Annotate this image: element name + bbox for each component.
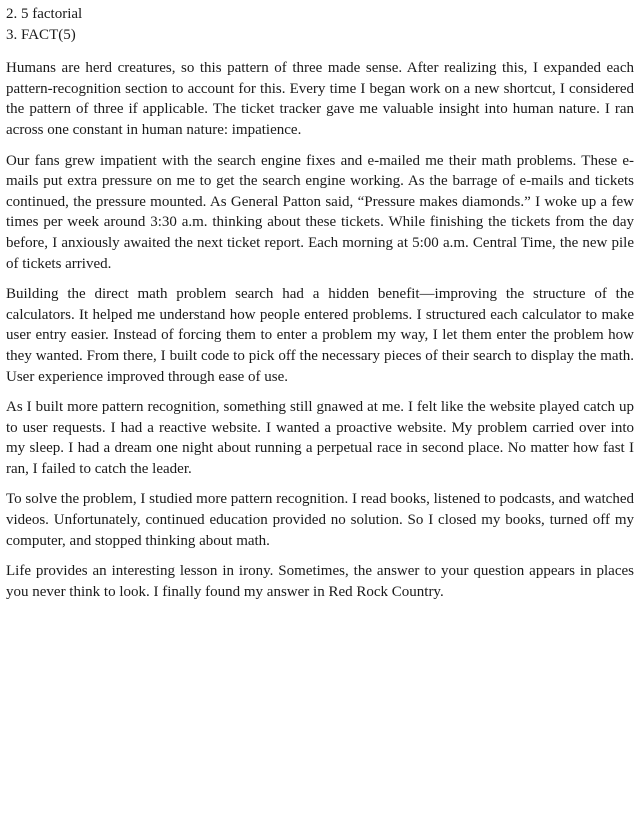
- paragraph-solve-problem: To solve the problem, I studied more pattern recognition. I read books, listened to podcasts, and watched videos. Unfortunately, continued education provided no solution. So I closed my books, turned off my computer, and stopped thinking about math.: [6, 491, 634, 549]
- list-item: 2. 5 factorial: [6, 6, 83, 22]
- paragraph-irony: Life provides an interesting lesson in irony. Sometimes, the answer to your question appears in places you never think to look. I finally found my answer in Red Rock Country.: [6, 563, 634, 600]
- list-item: 3. FACT(5): [6, 26, 76, 43]
- paragraph-reactive-website: As I built more pattern recognition, something still gnawed at me. I felt like the website played catch up to user requests. I had a reactive website. I wanted a proactive website. My problem carried over into my sleep. I had a dream one night about running a perpetual race in second place. No matter how fast I ran, I failed to catch the leader.: [6, 399, 634, 477]
- factorial-list: [6, 4, 634, 45]
- paragraph-fans-impatient: Our fans grew impatient with the search engine fixes and e-mailed me their math problems. These e-mails put extra pressure on me to get the search engine working. As the barrage of e-mails and tickets continued, the pressure mounted. As General Patton said, “Pressure makes diamonds.” I woke up a few times per week around 3:30 a.m. thinking about these tickets. While finishing the tickets from the day before, I anxiously awaited the next ticket report. Each morning at 5:00 a.m. Central Time, the new pile of tickets arrived.: [6, 152, 634, 272]
- paragraph-direct-search: Building the direct math problem search had a hidden benefit—improving the structure of the calculators. It helped me understand how people entered problems. I structured each calculator to make user entry easier. Instead of forcing them to enter a problem my way, I let them enter the problem how they wanted. From there, I built code to pick off the necessary pieces of their search to display the math. User experience improved through ease of use.: [6, 286, 634, 385]
- document-page: [6, 4, 634, 602]
- paragraph-herd-creatures: Humans are herd creatures, so this pattern of three made sense. After realizing this, I expanded each pattern-recognition section to account for this. Every time I began work on a new shortcut, I considered the pattern of three if applicable. The ticket tracker gave me valuable insight into human nature. I ran across one constant in human nature: impatience.: [6, 60, 634, 138]
